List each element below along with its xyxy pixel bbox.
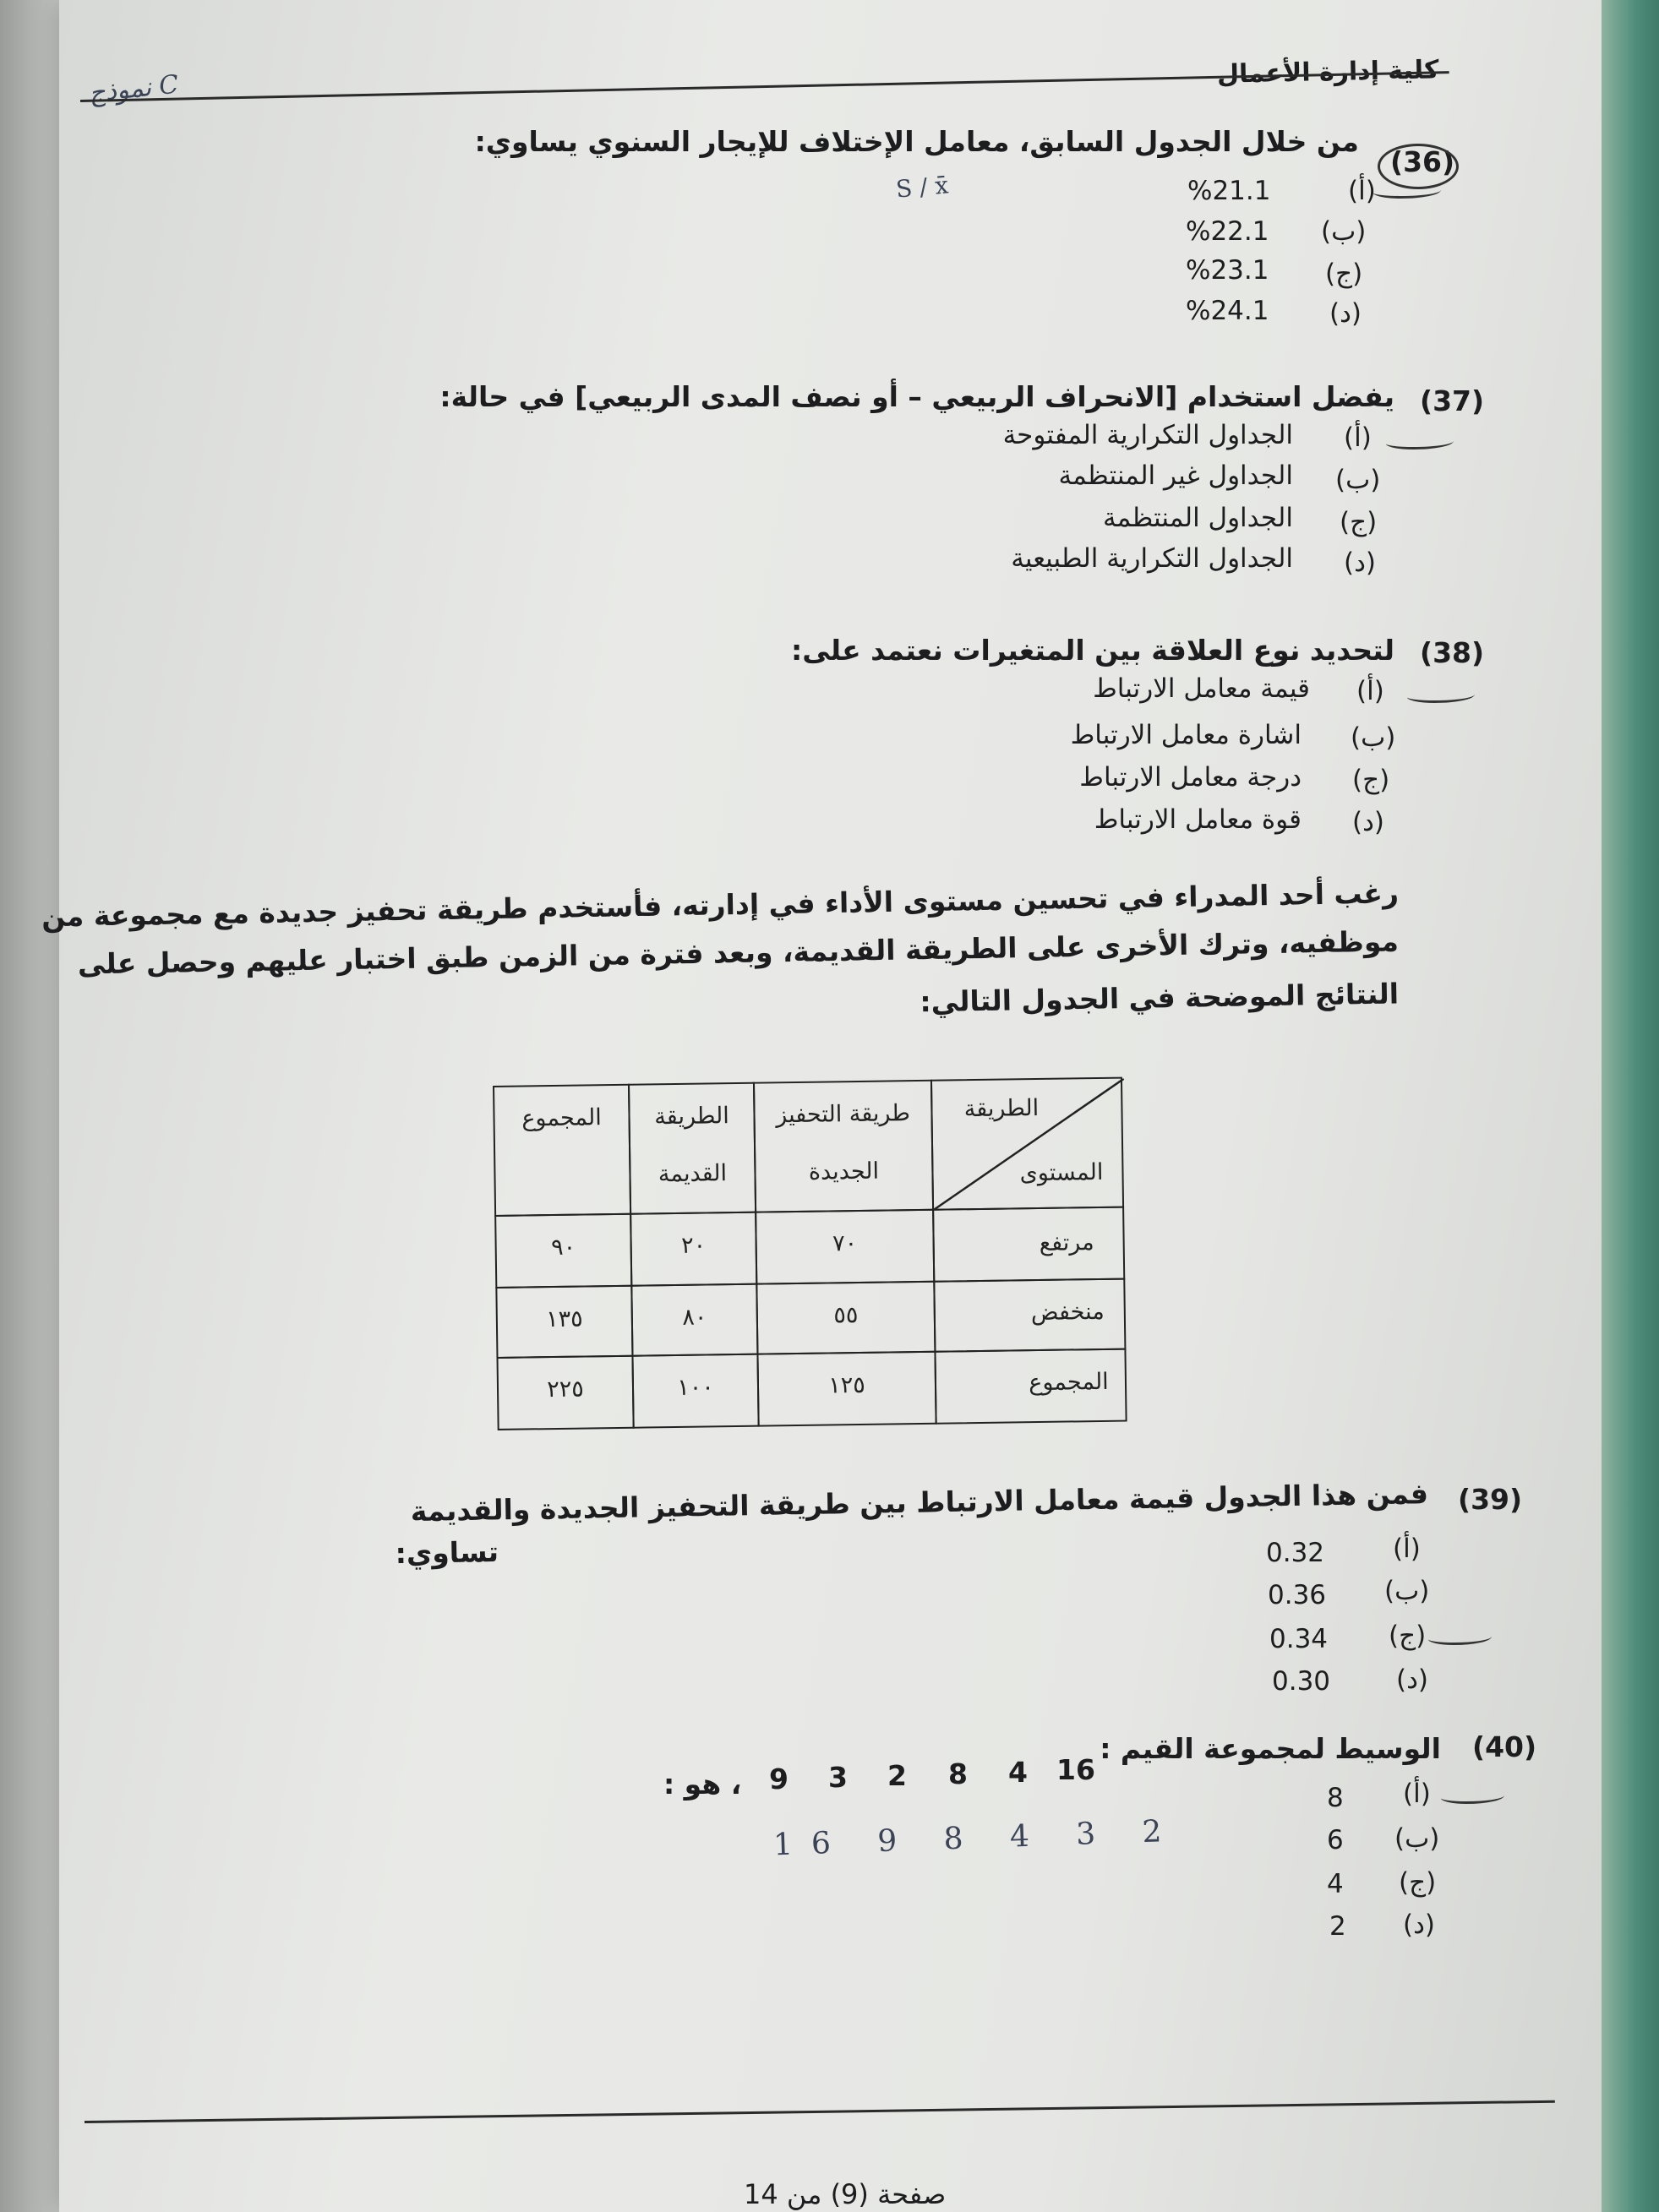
q36-option-d-value: %24.1 [1186, 296, 1269, 326]
table-row-total-label [934, 1348, 1127, 1425]
model-label: نموذج C [87, 69, 180, 109]
scan-edge-right [1602, 0, 1659, 2212]
row-total-label: المجموع [1029, 1368, 1109, 1397]
table-row-high-label [932, 1207, 1125, 1283]
q36-number: (36) [1390, 145, 1455, 178]
row-low-total: ١٣٥ [545, 1305, 583, 1333]
row-total-total: ٢٢٥ [547, 1376, 584, 1403]
q38-option-c-value: درجة معامل الارتباط [1079, 762, 1302, 793]
row-high-old: ٢٠ [680, 1232, 707, 1259]
q36-circle-mark [1378, 144, 1459, 189]
table-header-total [493, 1084, 631, 1217]
q37-option-b-letter[interactable]: (ب) [1335, 465, 1381, 495]
q39-option-a-value: 0.32 [1266, 1538, 1325, 1568]
q38-option-c-letter[interactable]: (ج) [1352, 765, 1390, 795]
q39-question-line-2: تساوي: [395, 1534, 499, 1571]
q37-option-a-value: الجداول التكرارية المفتوحة [1002, 420, 1293, 450]
table-cell [496, 1355, 634, 1430]
q40-question: الوسيط لمجموعة القيم : [1100, 1732, 1441, 1765]
table-cell [630, 1212, 757, 1287]
page-number: صفحة (9) من 14 [744, 2178, 947, 2210]
q37-option-c-value: الجداول المنتظمة [1103, 503, 1293, 533]
q37-question: يفضل استخدام [الانحراف الربيعي – أو نصف المدى الربيعي] في حالة: [439, 380, 1394, 413]
table-corner-bottom-label: المستوى [1019, 1158, 1104, 1187]
q40-value-3: 3 [828, 1761, 848, 1794]
table-cell [630, 1283, 758, 1357]
header-new-line2: الجديدة [808, 1158, 880, 1185]
q36-option-a-value: %21.1 [1187, 176, 1271, 206]
header-total-label: المجموع [521, 1104, 602, 1132]
q39-option-d-letter[interactable]: (د) [1396, 1664, 1429, 1695]
table-cell [756, 1351, 936, 1427]
q40-option-c-letter[interactable]: (ج) [1399, 1867, 1437, 1898]
passage-line-2: موظفيه، وترك الأخرى على الطريقة القديمة، وبعد فترة من الزمن طبق اختبار عليهم وحصل على [77, 924, 1400, 981]
q40-value-9: 9 [769, 1763, 789, 1795]
q39-option-c-letter[interactable]: (ج) [1389, 1621, 1427, 1651]
q37-option-d-value: الجداول التكرارية الطبيعية [1011, 543, 1293, 574]
q40-value-2: 2 [887, 1759, 907, 1792]
row-total-old: ١٠٠ [677, 1374, 714, 1401]
q40-handwritten-sorted: 16 9 8 4 3 2 [772, 1813, 1181, 1863]
header-new-line1: طريقة التحفيز [775, 1100, 911, 1129]
q37-option-d-letter[interactable]: (د) [1344, 548, 1377, 578]
q38-option-b-value: اشارة معامل الارتباط [1070, 720, 1302, 750]
row-high-new: ٧٠ [832, 1230, 858, 1257]
q37-option-c-letter[interactable]: (ج) [1340, 507, 1378, 537]
row-low-old: ٨٠ [682, 1304, 707, 1331]
q38-option-b-letter[interactable]: (ب) [1351, 722, 1396, 753]
q37-option-b-value: الجداول غير المنتظمة [1058, 460, 1293, 491]
q38-option-d-letter[interactable]: (د) [1352, 807, 1385, 837]
q40-value-4: 4 [1008, 1756, 1028, 1789]
q40-option-b-letter[interactable]: (ب) [1394, 1823, 1440, 1854]
row-total-new: ١٢٥ [828, 1371, 865, 1399]
table-header-new-method [753, 1080, 934, 1213]
q40-value-8: 8 [948, 1757, 968, 1790]
q40-option-c-value: 4 [1327, 1869, 1344, 1899]
q38-question: لتحديد نوع العلاقة بين المتغيرات نعتمد على: [791, 634, 1394, 667]
q39-question-line-1: فمن هذا الجدول قيمة معامل الارتباط بين طريقة التحفيز الجديدة والقديمة [410, 1477, 1429, 1528]
q36-option-a-letter[interactable]: (أ) [1348, 176, 1376, 206]
q40-suffix: ، هو : [663, 1768, 742, 1801]
table-cell [494, 1213, 632, 1289]
passage-line-1: رغب أحد المدراء في تحسين مستوى الأداء في إدارته، فأستخدم طريقة تحفيز جديدة مع مجموعة من [41, 876, 1400, 934]
q38-option-a-value: قيمة معامل الارتباط [1093, 673, 1310, 704]
q37-option-a-letter[interactable]: (أ) [1344, 422, 1372, 453]
q39-option-c-value: 0.34 [1269, 1624, 1329, 1654]
q38-option-a-letter[interactable]: (أ) [1356, 676, 1384, 706]
q40-option-a-letter[interactable]: (أ) [1403, 1779, 1431, 1809]
q40-option-a-value: 8 [1327, 1783, 1344, 1813]
table-cell [755, 1209, 935, 1285]
q40-option-d-value: 2 [1329, 1911, 1346, 1942]
table-corner-top-label: الطريقة [963, 1094, 1040, 1123]
q39-option-d-value: 0.30 [1272, 1666, 1331, 1697]
row-high-label: مرتفع [1039, 1229, 1094, 1256]
header-old-line2: القديمة [658, 1160, 728, 1188]
q38-option-d-value: قوة معامل الارتباط [1094, 804, 1302, 835]
table-cell [631, 1354, 759, 1429]
q39-option-b-value: 0.36 [1268, 1580, 1327, 1610]
college-name: كلية إدارة الأعمال [1216, 55, 1439, 90]
q36-option-c-letter[interactable]: (ج) [1325, 259, 1363, 289]
passage-line-3: النتائج الموضحة في الجدول التالي: [920, 977, 1400, 1019]
q36-option-b-letter[interactable]: (ب) [1321, 216, 1367, 247]
q36-option-d-letter[interactable]: (د) [1329, 298, 1362, 329]
header-old-line1: الطريقة [654, 1103, 729, 1131]
table-corner-cell [930, 1077, 1124, 1211]
row-low-new: ٥٥ [833, 1301, 859, 1329]
row-low-label: منخفض [1030, 1298, 1105, 1327]
q39-option-b-letter[interactable]: (ب) [1384, 1576, 1430, 1606]
q40-option-d-letter[interactable]: (د) [1403, 1910, 1436, 1940]
q39-option-a-letter[interactable]: (أ) [1393, 1534, 1421, 1564]
row-high-total: ٩٠ [550, 1234, 576, 1261]
q40-value-16: 16 [1056, 1753, 1095, 1786]
scan-edge-left [0, 0, 59, 2212]
q36-handwritten-note: S / x̄ [894, 171, 950, 204]
q40-number: (40) [1472, 1730, 1537, 1763]
table-cell [495, 1285, 633, 1359]
q36-option-c-value: %23.1 [1186, 255, 1269, 286]
q36-question: من خلال الجدول السابق، معامل الإختلاف للإيجار السنوي يساوي: [474, 125, 1359, 158]
table-header-old-method [628, 1082, 756, 1215]
q38-number: (38) [1420, 636, 1485, 669]
table-row-low-label [933, 1278, 1126, 1353]
q40-option-b-value: 6 [1327, 1825, 1344, 1855]
q39-number: (39) [1458, 1483, 1523, 1516]
results-table [493, 1077, 1127, 1430]
table-cell [756, 1281, 936, 1355]
q37-number: (37) [1420, 384, 1485, 417]
q36-option-b-value: %22.1 [1186, 216, 1269, 247]
